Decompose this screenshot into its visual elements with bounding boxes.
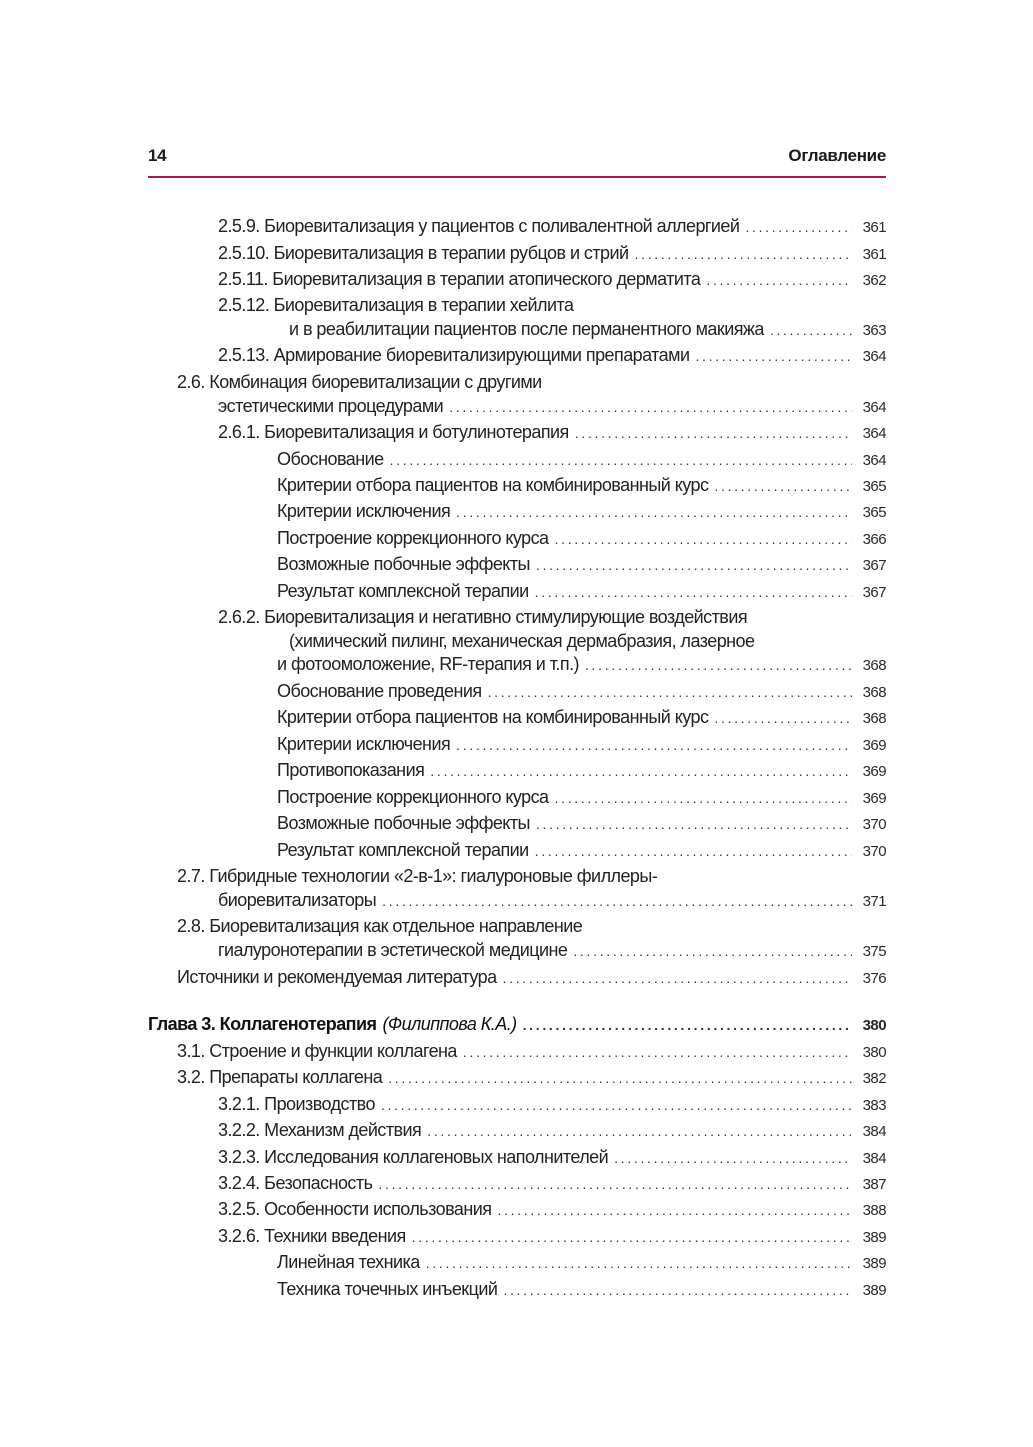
page-ref: 370 (862, 843, 886, 860)
header-rule (148, 176, 886, 178)
toc-entry[interactable]: 3.2.4. Безопасность . . . 387 (218, 1171, 886, 1197)
page-ref: 380 (862, 1017, 886, 1034)
page-ref: 369 (862, 790, 886, 807)
dot-leader (427, 1119, 852, 1143)
dot-leader (456, 733, 852, 757)
dot-leader (714, 474, 852, 498)
toc-entry[interactable]: 3.2.2. Механизм действия . . . 384 (218, 1118, 886, 1144)
dot-leader (555, 786, 852, 810)
dot-leader (706, 268, 852, 292)
page-ref: 361 (862, 246, 886, 263)
toc-entry-continuation[interactable]: биоревитализаторы . . . 371 (218, 888, 886, 914)
page-ref: 366 (862, 531, 886, 548)
page-ref: 382 (862, 1070, 886, 1087)
toc-entry[interactable]: 3.2.5. Особенности использования . . . 388 (218, 1197, 886, 1223)
dot-leader (523, 1013, 852, 1037)
page-ref: 365 (862, 504, 886, 521)
dot-leader (503, 1278, 852, 1302)
toc-entry[interactable]: Обоснование проведения . . . 368 (277, 679, 886, 705)
toc-entry[interactable]: Критерии исключения . . . 369 (277, 732, 886, 758)
dot-leader (381, 1093, 852, 1117)
dot-leader (585, 653, 852, 677)
toc-chapter-entry[interactable]: Глава 3. Коллагенотерапия (Филиппова К.А.) . . . 380 (148, 1012, 886, 1038)
dot-leader (770, 318, 852, 342)
dot-leader (426, 1251, 852, 1275)
dot-leader (449, 395, 852, 419)
toc-entry[interactable]: Критерии отбора пациентов на комбинированный курс . . . 365 (277, 473, 886, 499)
toc-entry[interactable]: Критерии отбора пациентов на комбинированный курс . . . 368 (277, 705, 886, 731)
toc-entry[interactable]: Обоснование . . . 364 (277, 447, 886, 473)
toc-entry[interactable]: 3.2.3. Исследования коллагеновых наполнителей . . . 384 (218, 1145, 886, 1171)
toc-entry[interactable]: 2.5.10. Биоревитализация в терапии рубцов и стрий . . . 361 (218, 241, 886, 267)
page-ref: 383 (862, 1097, 886, 1114)
dot-leader (456, 500, 852, 524)
dot-leader (536, 553, 852, 577)
page-ref: 387 (862, 1176, 886, 1193)
dot-leader (463, 1040, 852, 1064)
dot-leader (614, 1146, 852, 1170)
toc-entry[interactable]: 2.8. Биоревитализация как отдельное направление (177, 916, 583, 936)
toc-entry-continuation[interactable]: и фотоомоложение, RF-терапия и т.п.) . . . 368 (277, 652, 886, 678)
toc-entry[interactable]: Возможные побочные эффекты . . . 370 (277, 811, 886, 837)
toc-entry[interactable]: Построение коррекционного курса . . . 369 (277, 785, 886, 811)
page-ref: 364 (862, 452, 886, 469)
toc-entry[interactable]: Источники и рекомендуемая литература . . . 376 (177, 965, 886, 991)
page-ref: 367 (862, 557, 886, 574)
dot-leader (635, 242, 852, 266)
toc-entry-continuation[interactable]: гиалуронотерапии в эстетической медицине . . . 375 (218, 938, 886, 964)
page-ref: 384 (862, 1150, 886, 1167)
page-ref: 389 (862, 1229, 886, 1246)
toc-entry[interactable]: Критерии исключения . . . 365 (277, 499, 886, 525)
toc-entry[interactable]: 2.5.12. Биоревитализация в терапии хейлита (218, 295, 574, 315)
toc-entry-continuation[interactable]: эстетическими процедурами . . . 364 (218, 394, 886, 420)
page-ref: 367 (862, 584, 886, 601)
toc-entry[interactable]: 2.5.11. Биоревитализация в терапии атопического дерматита . . . 362 (218, 267, 886, 293)
dot-leader (382, 889, 852, 913)
page-ref: 384 (862, 1123, 886, 1140)
toc-entry[interactable]: 2.6.1. Биоревитализация и ботулинотерапия . . . 364 (218, 420, 886, 446)
dot-leader (535, 839, 852, 863)
toc-entry-continuation[interactable]: (химический пилинг, механическая дермабразия, лазерное (289, 631, 755, 651)
dot-leader (535, 580, 852, 604)
page-ref: 369 (862, 763, 886, 780)
toc-entry[interactable]: 2.5.9. Биоревитализация у пациентов с поливалентной аллергией . . . 361 (218, 214, 886, 240)
toc-entry[interactable]: 3.2. Препараты коллагена . . . 382 (177, 1065, 886, 1091)
page-ref: 361 (862, 219, 886, 236)
dot-leader (695, 344, 852, 368)
page-number: 14 (148, 146, 167, 165)
page-ref: 365 (862, 478, 886, 495)
dot-leader (573, 939, 852, 963)
running-title: Оглавление (788, 146, 886, 165)
toc-entry[interactable]: 3.2.6. Техники введения . . . 389 (218, 1224, 886, 1250)
dot-leader (430, 759, 852, 783)
page-ref: 380 (862, 1044, 886, 1061)
toc-entry[interactable]: Линейная техника . . . 389 (277, 1250, 886, 1276)
dot-leader (714, 706, 852, 730)
dot-leader (412, 1225, 852, 1249)
page-ref: 362 (862, 272, 886, 289)
page-ref: 368 (862, 657, 886, 674)
toc-entry[interactable]: 2.7. Гибридные технологии «2-в-1»: гиалуроновые филлеры- (177, 866, 658, 886)
page-ref: 389 (862, 1282, 886, 1299)
dot-leader (388, 1066, 852, 1090)
dot-leader (536, 812, 852, 836)
dot-leader (488, 680, 852, 704)
dot-leader (745, 215, 852, 239)
page-ref: 364 (862, 399, 886, 416)
toc-entry[interactable]: Построение коррекционного курса . . . 366 (277, 526, 886, 552)
toc-entry[interactable]: 3.1. Строение и функции коллагена . . . 380 (177, 1039, 886, 1065)
toc-entry-continuation[interactable]: и в реабилитации пациентов после перманентного макияжа . . . 363 (289, 317, 886, 343)
chapter-author: (Филиппова К.А.) (382, 1014, 517, 1034)
toc-entry[interactable]: Возможные побочные эффекты . . . 367 (277, 552, 886, 578)
page-ref: 371 (862, 893, 886, 910)
toc-entry[interactable]: 3.2.1. Производство . . . 383 (218, 1092, 886, 1118)
page-ref: 368 (862, 710, 886, 727)
toc-entry[interactable]: Противопоказания . . . 369 (277, 758, 886, 784)
page-ref: 369 (862, 737, 886, 754)
dot-leader (378, 1172, 852, 1196)
page-ref: 364 (862, 425, 886, 442)
page-ref: 375 (862, 943, 886, 960)
dot-leader (575, 421, 852, 445)
dot-leader (390, 448, 852, 472)
toc-entry[interactable]: 2.6. Комбинация биоревитализации с другими (177, 372, 542, 392)
dot-leader (497, 1198, 852, 1222)
page-ref: 363 (862, 322, 886, 339)
page-ref: 364 (862, 348, 886, 365)
page-ref: 388 (862, 1202, 886, 1219)
toc-entry[interactable]: Результат комплексной терапии . . . 367 (277, 579, 886, 605)
toc-entry[interactable]: 2.6.2. Биоревитализация и негативно стимулирующие воздействия (218, 607, 748, 627)
toc-entry[interactable]: Техника точечных инъекций . . . 389 (277, 1277, 886, 1303)
toc-entry[interactable]: 2.5.13. Армирование биоревитализирующими препаратами . . . 364 (218, 343, 886, 369)
page-ref: 368 (862, 684, 886, 701)
toc-entry[interactable]: Результат комплексной терапии . . . 370 (277, 838, 886, 864)
dot-leader (555, 527, 852, 551)
dot-leader (503, 966, 852, 990)
page-ref: 389 (862, 1255, 886, 1272)
page-ref: 376 (862, 970, 886, 987)
page-header (148, 146, 886, 170)
page-ref: 370 (862, 816, 886, 833)
